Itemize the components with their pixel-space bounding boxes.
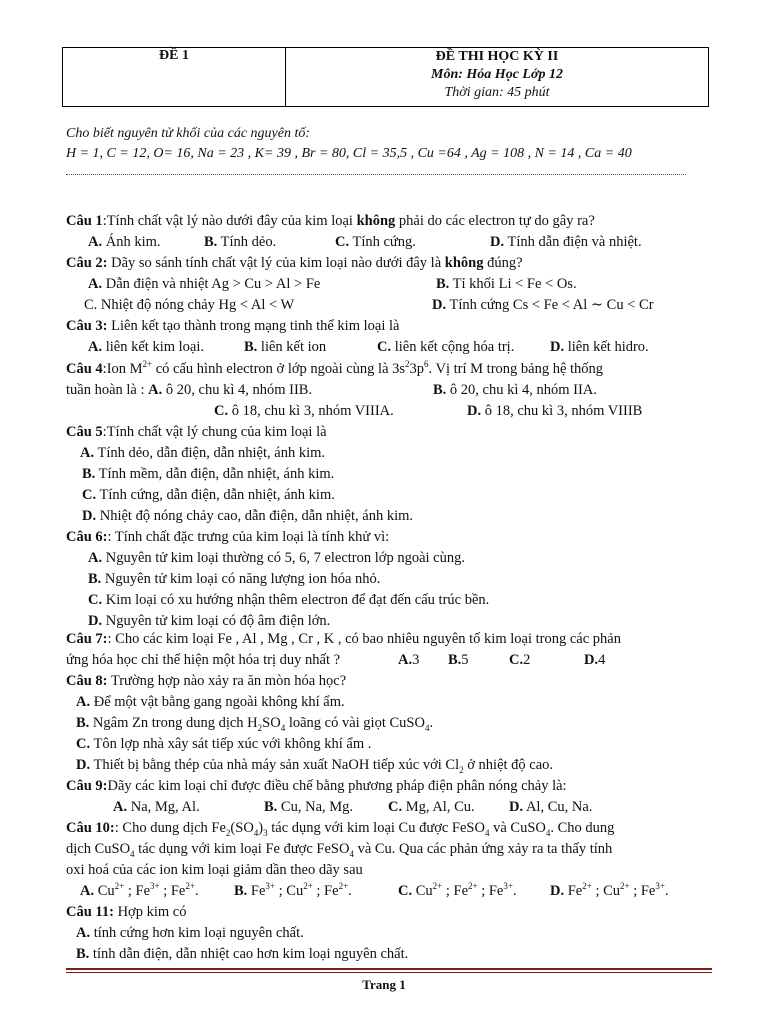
- q1-label: Câu 1: [66, 213, 103, 229]
- dotted-divider: [66, 164, 686, 175]
- q9-option-c: C. Mg, Al, Cu.: [388, 799, 475, 815]
- q1-emphasis: không: [356, 213, 396, 229]
- q3-label: Câu 3:: [66, 318, 108, 334]
- q2-option-d: D. Tính cứng Cs < Fe < Al ∼ Cu < Cr: [432, 297, 654, 313]
- header-table: [62, 47, 709, 107]
- q2-emphasis: không: [444, 255, 484, 271]
- exam-time: Thời gian: 45 phút: [444, 85, 550, 100]
- q1-option-c: C. Tính cứng.: [335, 234, 416, 250]
- q9-option-d: D. Al, Cu, Na.: [509, 799, 593, 815]
- q7-label: Câu 7:: [66, 631, 108, 647]
- question-8: Câu 8: Trường hợp nào xảy ra ăn mòn hóa học?: [66, 673, 347, 689]
- q6-option-a: A. Nguyên tử kim loại thường có 5, 6, 7 electron lớp ngoài cùng.: [88, 550, 465, 566]
- exam-subject: Môn: Hóa Học Lớp 12: [431, 67, 563, 82]
- question-4: Câu 4:Ion $M^{2+}$ có cấu hình electron ở lớp ngoài cùng là $3s^23p^6$. Vị trí M trong bảng hệ thống: [66, 359, 604, 377]
- atomic-mass-intro: [66, 124, 632, 164]
- q7-line-2: ứng hóa học chỉ thể hiện một hóa trị duy nhất ?: [66, 652, 341, 668]
- q8-option-a: A. Để một vật bằng gang ngoài không khí ẩm.: [76, 694, 345, 710]
- q4-option-c: C. ô 18, chu kì 3, nhóm VIIIA.: [214, 403, 394, 419]
- q8-option-d: D. Thiết bị bằng thép của nhà máy sản xuất NaOH tiếp xúc với $Cl_2$ ở nhiệt độ cao.: [76, 757, 554, 775]
- q1-option-a: A. Ánh kim.: [88, 234, 161, 250]
- q2-text-end: đúng?: [483, 255, 523, 271]
- page-number: Trang 1: [362, 977, 406, 992]
- q6-option-d: D. Nguyên tử kim loại có độ âm điện lớn.: [88, 613, 331, 629]
- question-10: Câu 10:: Cho dung dịch $Fe_2(SO_4)_3$ tác dụng với kim loại Cu được FeSO$_4$ và CuSO$_4$. Cho dung: [66, 820, 615, 838]
- question-3: [66, 317, 399, 335]
- q10-option-d: D. $Fe^{2+}$ ; $Cu^{2+}$ ; $Fe^{3+}$.: [550, 881, 669, 899]
- q3-option-c: C. liên kết cộng hóa trị.: [377, 339, 515, 355]
- q10-label: Câu 10:: [66, 820, 115, 836]
- question-1: [66, 212, 595, 230]
- q8-option-c: C. Tôn lợp nhà xây sát tiếp xúc với không khí ẩm .: [76, 736, 372, 752]
- q7-option-b: B.5: [448, 652, 469, 668]
- question-2: [66, 254, 523, 272]
- q11-option-b: B. tính dẫn điện, dẫn nhiệt cao hơn kim loại nguyên chất.: [76, 946, 409, 962]
- q4-label: Câu 4: [66, 361, 103, 377]
- q3-text: Liên kết tạo thành trong mạng tinh thể kim loại là: [107, 318, 400, 334]
- q1-option-d: D. Tính dẫn điện và nhiệt.: [490, 234, 642, 250]
- footer-rule: [66, 968, 712, 970]
- q2-option-c: C. Nhiệt độ nóng chảy Hg < Al < W: [84, 297, 295, 313]
- q4-option-a: ô 20, chu kì 4, nhóm IIB.: [165, 382, 313, 398]
- q1-text-end: phải do các electron tự do gây ra?: [395, 213, 595, 229]
- question-7: Câu 7:: Cho các kim loại Fe , Al , Mg , Cr , K , có bao nhiêu nguyên tố kim loại trong các phản: [66, 631, 621, 647]
- q8-option-b: B. Ngâm Zn trong dung dịch $H_2SO_4$ loãng có vài giọt CuSO$_4$.: [76, 715, 434, 733]
- q2-option-b: B. Tỉ khối Li < Fe < Os.: [436, 276, 577, 292]
- q2-text: Dãy so sánh tính chất vật lý của kim loại nào dưới đây là: [107, 255, 445, 271]
- q2-option-a: A. Dẫn điện và nhiệt Ag > Cu > Al > Fe: [88, 276, 321, 292]
- q5-option-d: D. Nhiệt độ nóng chảy cao, dẫn điện, dẫn nhiệt, ánh kim.: [82, 508, 414, 524]
- intro-line-2: H = 1, C = 12, O= 16, Na = 23 , K= 39 , Br = 80, Cl = 35,5 , Cu =64 , Ag = 108 , N = 14 , Ca = 40: [66, 146, 632, 161]
- q9-option-a: A. Na, Mg, Al.: [113, 799, 200, 815]
- q10-line-2: dịch CuSO$_4$ tác dụng với kim loại Fe được FeSO$_4$ và Cu. Qua các phản ứng xảy ra ta thấy tính: [66, 841, 613, 859]
- exam-code: ĐỀ 1: [63, 48, 286, 107]
- q5-label: Câu 5: [66, 424, 103, 440]
- question-6: Câu 6:: Tính chất đặc trưng của kim loại là tính khử vì:: [66, 529, 390, 545]
- question-5: Câu 5:Tính chất vật lý chung của kim loại là: [66, 424, 327, 440]
- q10-option-a: A. $Cu^{2+}$ ; $Fe^{3+}$ ; $Fe^{2+}$.: [80, 881, 199, 899]
- intro-line-1: Cho biết nguyên tử khối của các nguyên tố:: [66, 126, 311, 141]
- exam-title: ĐỀ THI HỌC KỲ II: [435, 49, 559, 64]
- header-info: [286, 48, 709, 107]
- q7-option-a: A.3: [398, 652, 420, 668]
- q5-option-c: C. Tính cứng, dẫn điện, dẫn nhiệt, ánh kim.: [82, 487, 335, 503]
- q1-text: :Tính chất vật lý nào dưới đây của kim loại: [102, 213, 357, 229]
- q10-option-b: B. $Fe^{3+}$ ; $Cu^{2+}$ ; $Fe^{2+}$.: [234, 881, 352, 899]
- q2-label: Câu 2:: [66, 255, 108, 271]
- q3-option-b: B. liên kết ion: [244, 339, 327, 355]
- question-11: Câu 11: Hợp kim có: [66, 904, 187, 920]
- q10-option-c: C. $Cu^{2+}$ ; $Fe^{2+}$ ; $Fe^{3+}$.: [398, 881, 517, 899]
- q4-line-2: tuần hoàn là : A. ô 20, chu kì 4, nhóm IIB.: [66, 382, 313, 398]
- q6-option-c: C. Kim loại có xu hướng nhận thêm electron để đạt đến cấu trúc bền.: [88, 592, 490, 608]
- q6-option-b: B. Nguyên tử kim loại có năng lượng ion hóa nhỏ.: [88, 571, 381, 587]
- q5-option-b: B. Tính mềm, dẫn điện, dẫn nhiệt, ánh kim.: [82, 466, 335, 482]
- q11-option-a: A. tính cứng hơn kim loại nguyên chất.: [76, 925, 304, 941]
- q3-option-d: D. liên kết hidro.: [550, 339, 649, 355]
- q10-line-3: oxi hoá của các ion kim loại giảm dần theo dãy sau: [66, 862, 363, 878]
- q6-label: Câu 6:: [66, 529, 108, 545]
- q3-option-a: A. liên kết kim loại.: [88, 339, 204, 355]
- q4-option-d: D. ô 18, chu kì 3, nhóm VIIIB: [467, 403, 643, 419]
- q9-option-b: B. Cu, Na, Mg.: [264, 799, 354, 815]
- q1-option-b: B. Tính dẻo.: [204, 234, 277, 250]
- q7-option-d: D.4: [584, 652, 606, 668]
- q5-option-a: A. Tính dẻo, dẫn điện, dẫn nhiệt, ánh kim.: [80, 445, 326, 461]
- q4-option-b: B. ô 20, chu kì 4, nhóm IIA.: [433, 382, 597, 398]
- q8-label: Câu 8:: [66, 673, 108, 689]
- q7-option-c: C.2: [509, 652, 531, 668]
- q11-label: Câu 11:: [66, 904, 114, 920]
- question-9: Câu 9:Dãy các kim loại chỉ được điều chế bằng phương pháp điện phân nóng chảy là:: [66, 778, 567, 794]
- footer-rule-thin: [66, 972, 712, 973]
- q9-label: Câu 9:: [66, 778, 108, 794]
